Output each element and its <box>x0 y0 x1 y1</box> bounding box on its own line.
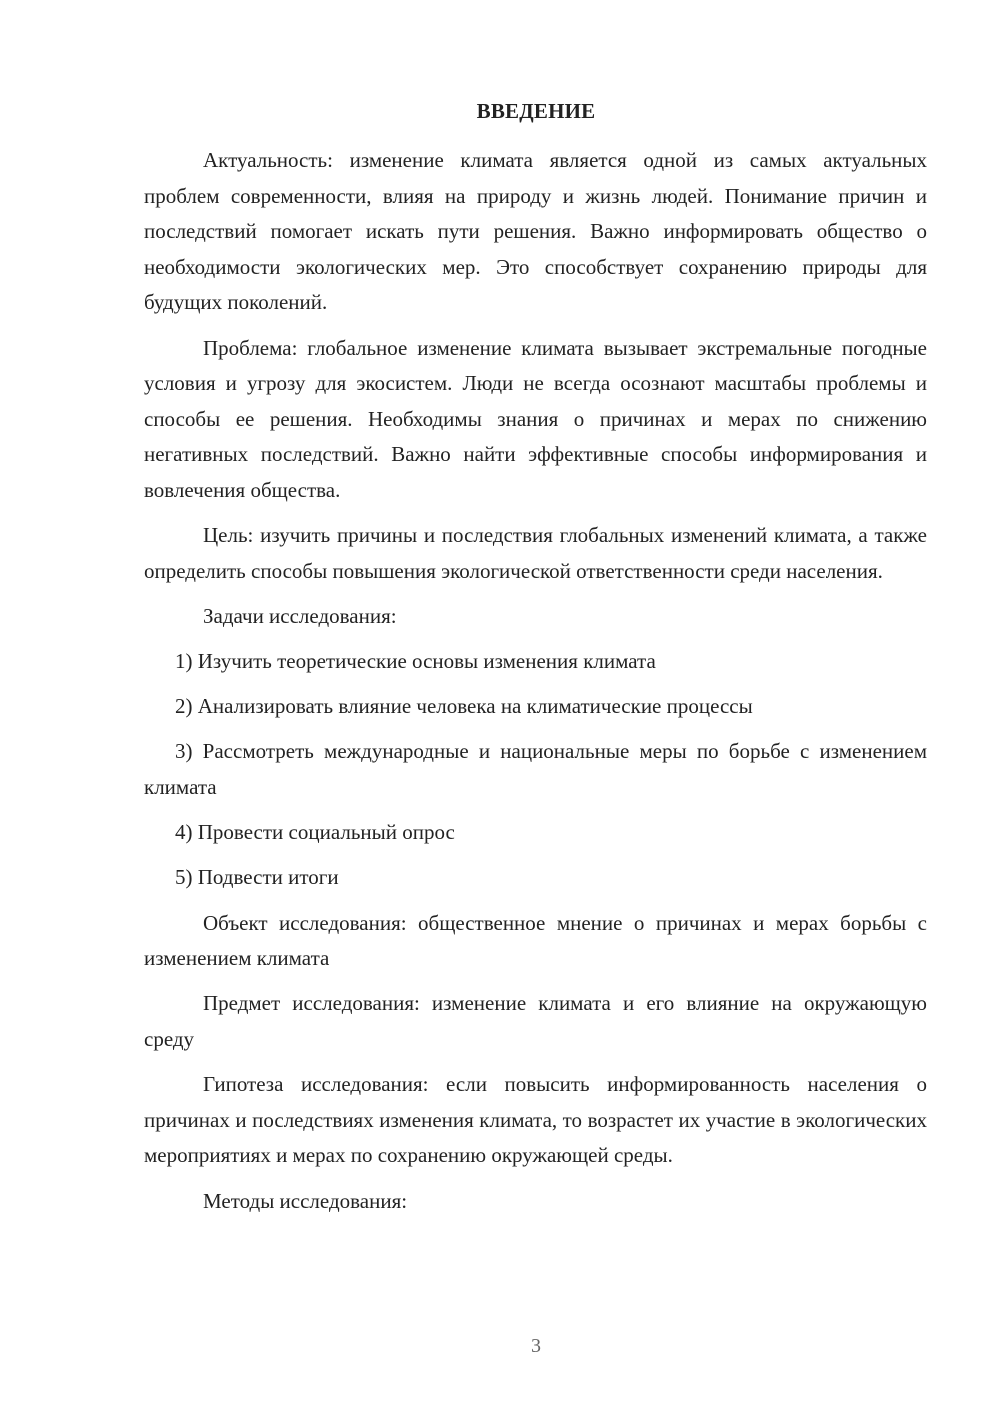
document-body <box>144 143 927 1229</box>
paragraph-methods-heading: Методы исследования: <box>203 1188 408 1213</box>
paragraph-relevance: Актуальность: изменение климата является одной из самых актуальных проблем современности, влияя на природу и жизнь людей. Понимание причин и последствий помогает искать пути решения. Важно информировать общество о необходимости экологических мер. Это способствует сохранению природы для будущих поколений. <box>144 148 927 315</box>
task-item-5: 5) Подвести итоги <box>175 865 339 890</box>
paragraph-goal: Цель: изучить причины и последствия глобальных изменений климата, а также определить способы повышения экологической ответственности среди населения. <box>144 523 927 583</box>
task-item-3: 3) Рассмотреть международные и национальные меры по борьбе с изменением климата <box>144 739 927 800</box>
task-item-4: 4) Провести социальный опрос <box>175 820 455 845</box>
paragraph-problem: Проблема: глобальное изменение климата вызывает экстремальные погодные условия и угрозу для экосистем. Люди не всегда осознают масштабы проблемы и способы ее решения. Необходимы знания о причинах и мерах по снижению негативных последствий. Важно найти эффективные способы информирования и вовлечения общества. <box>144 335 927 502</box>
paragraph-subject: Предмет исследования: изменение климата и его влияние на окружающую среду <box>144 991 927 1051</box>
section-heading: ВВЕДЕНИЕ <box>476 99 596 123</box>
paragraph-tasks-heading: Задачи исследования: <box>203 603 397 628</box>
task-item-2: 2) Анализировать влияние человека на климатические процессы <box>175 694 753 719</box>
paragraph-object: Объект исследования: общественное мнение о причинах и мерах борьбы с изменением климата <box>144 910 927 971</box>
task-item-1: 1) Изучить теоретические основы изменения климата <box>175 649 656 674</box>
paragraph-hypothesis: Гипотеза исследования: если повысить информированность населения о причинах и последствиях изменения климата, то возрастет их участие в экологических мероприятиях и мерах по сохранению окружающей среды. <box>144 1072 927 1168</box>
page-number: 3 <box>531 1335 541 1357</box>
